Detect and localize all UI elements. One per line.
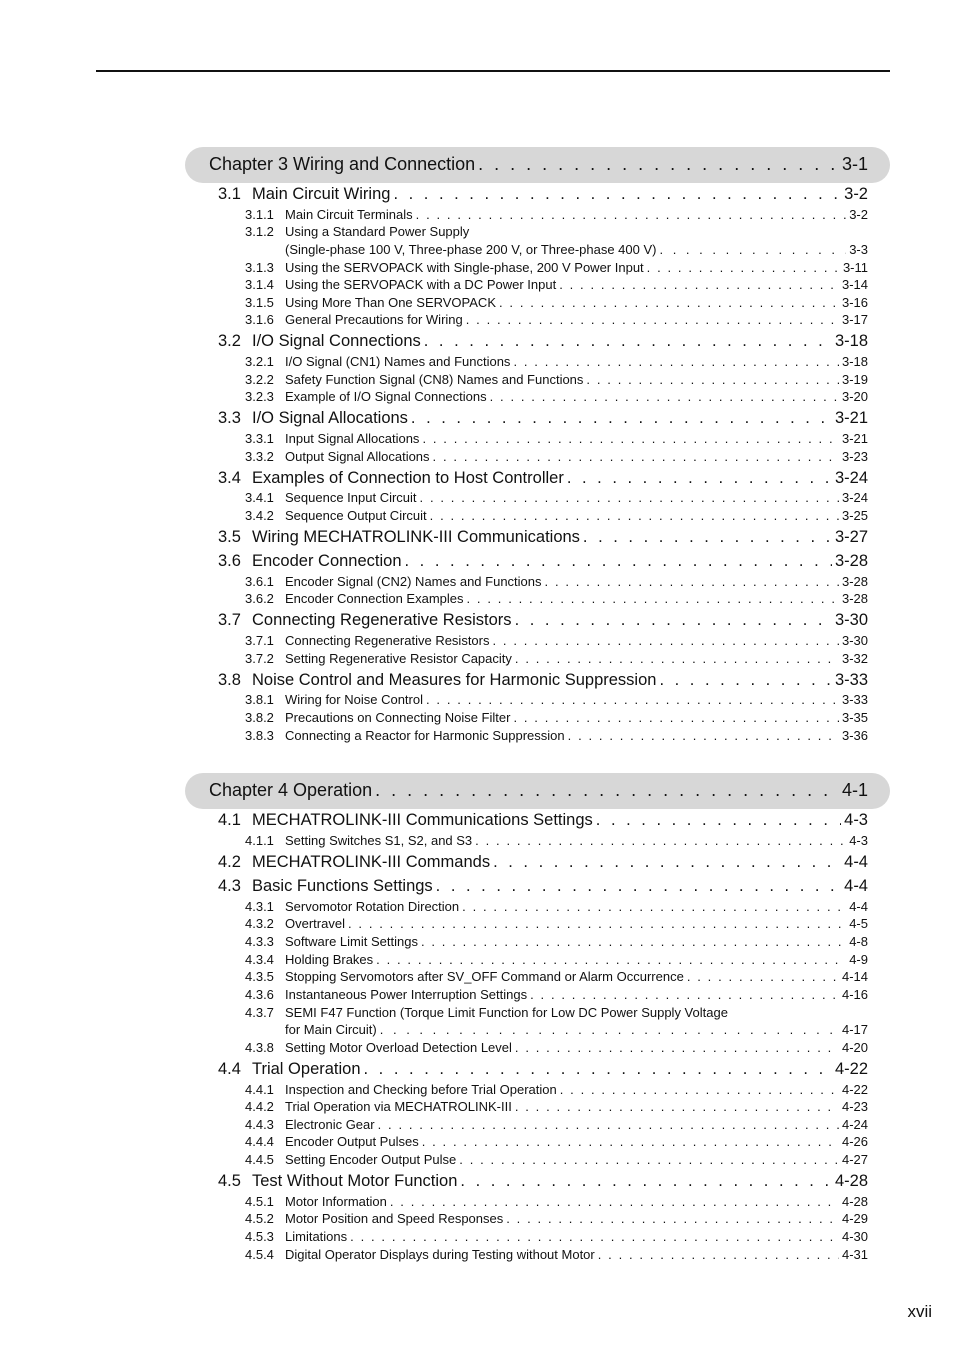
leader-dots [380,1022,839,1037]
toc-subsection[interactable]: 3.7.1 Connecting Regenerative Resistors . . . 3-30 [245,633,868,648]
toc-subsection[interactable]: 4.3.3 Software Limit Settings . . . 4-8 [245,934,868,949]
entry-page: 4-4 [844,853,868,871]
leader-dots [426,692,839,707]
leader-dots [513,354,839,369]
entry-page: 3-30 [834,611,868,629]
leader-dots [567,469,832,488]
entry-number: 3.6.2 [245,591,274,606]
toc-subsection[interactable]: 3.8.2 Precautions on Connecting Noise Filter . . . 3-35 [245,710,868,725]
entry-number: 3.2.2 [245,372,274,387]
toc-section[interactable]: 3.8 Noise Control and Measures for Harmonic Suppression . . . 3-33 [218,671,868,690]
entry-number: 3.7 [218,611,241,629]
leader-dots [466,312,839,327]
entry-number: 4.3.5 [245,969,274,984]
toc-subsection[interactable]: 3.1.4 Using the SERVOPACK with a DC Power Input . . . 3-14 [245,277,868,292]
entry-number: 3.1.6 [245,312,274,327]
leader-dots [530,987,839,1002]
toc-section[interactable]: 4.4 Trial Operation . . . 4-22 [218,1060,868,1079]
toc-section[interactable]: 3.3 I/O Signal Allocations . . . 3-21 [218,409,868,428]
entry-page: 3-11 [842,260,868,275]
toc-subsection[interactable]: 3.2.3 Example of I/O Signal Connections . . . 3-20 [245,389,868,404]
entry-number: 3.4.1 [245,490,274,505]
toc-subsection[interactable]: 3.8.1 Wiring for Noise Control . . . 3-33 [245,692,868,707]
leader-dots [350,1229,839,1244]
entry-page: 3-19 [841,372,868,387]
chapter-4-page: 4-1 [841,780,868,800]
leader-dots [493,853,841,872]
entry-number: 3.4.2 [245,508,274,523]
toc-section[interactable]: 3.5 Wiring MECHATROLINK-III Communications . . . 3-27 [218,528,868,547]
leader-dots [433,449,839,464]
entry-page: 3-27 [834,528,868,546]
entry-page: 3-32 [841,651,868,666]
toc-subsection[interactable]: 4.4.3 Electronic Gear . . . 4-24 [245,1117,868,1132]
leader-dots [586,372,839,387]
entry-page: 4-23 [841,1099,868,1114]
entry-page: 4-8 [849,934,868,949]
leader-dots [598,1247,839,1262]
toc-subsection[interactable]: 4.3.2 Overtravel . . . 4-5 [245,916,868,931]
entry-page: 3-18 [841,354,868,369]
entry-page: 4-9 [849,952,868,967]
leader-dots [647,260,840,275]
toc-subsection[interactable]: 4.3.1 Servomotor Rotation Direction . . . 4-4 [245,899,868,914]
entry-number: 4.2 [218,853,241,871]
leader-dots [376,952,846,967]
toc-subsection[interactable]: 4.4.1 Inspection and Checking before Trial Operation . . . 4-22 [245,1082,868,1097]
entry-number: 3.8 [218,671,241,689]
leader-dots [375,780,839,801]
toc-section[interactable]: 4.3 Basic Functions Settings . . . 4-4 [218,877,868,896]
toc-subsection[interactable]: 4.3.5 Stopping Servomotors after SV_OFF Command or Alarm Occurrence . . . 4-14 [245,969,868,984]
toc-subsection[interactable]: 4.3.6 Instantaneous Power Interruption Settings . . . 4-16 [245,987,868,1002]
entry-number: 4.3 [218,877,241,895]
entry-number: 4.3.3 [245,934,274,949]
entry-number: 4.4.5 [245,1152,274,1167]
toc-subsection[interactable]: 3.2.2 Safety Function Signal (CN8) Names and Functions . . . 3-19 [245,372,868,387]
entry-page: 4-27 [841,1152,868,1167]
leader-dots [515,1040,839,1055]
toc-subsection[interactable]: 4.3.7 SEMI F47 Function (Torque Limit Function for Low DC Power Supply Voltage [245,1005,728,1020]
entry-page: 3-25 [841,508,868,523]
entry-page: 3-3 [849,242,868,257]
toc-subsection-continued[interactable]: (Single-phase 100 V, Three-phase 200 V, or Three-phase 400 V) . . . 3-3 [285,242,868,257]
entry-number: 4.5.2 [245,1211,274,1226]
entry-number: 3.2.3 [245,389,274,404]
entry-number: 3.2.1 [245,354,274,369]
toc-section[interactable]: 3.6 Encoder Connection . . . 3-28 [218,552,868,571]
top-rule [96,70,890,72]
entry-page: 4-3 [849,833,868,848]
entry-number: 4.3.7 [245,1005,274,1020]
toc-section[interactable]: 4.2 MECHATROLINK-III Commands . . . 4-4 [218,853,868,872]
leader-dots [436,877,841,896]
entry-page: 3-16 [841,295,868,310]
entry-number: 3.8.2 [245,710,274,725]
entry-number: 4.4.2 [245,1099,274,1114]
leader-dots [430,508,839,523]
entry-page: 3-28 [841,591,868,606]
toc-subsection[interactable]: 3.7.2 Setting Regenerative Resistor Capacity . . . 3-32 [245,651,868,666]
leader-dots [348,916,846,931]
entry-number: 4.5 [218,1172,241,1190]
entry-number: 3.3 [218,409,241,427]
entry-page: 3-30 [841,633,868,648]
entry-number: 3.1.4 [245,277,274,292]
toc-subsection[interactable]: 4.4.5 Setting Encoder Output Pulse . . . 4-27 [245,1152,868,1167]
leader-dots [499,295,839,310]
leader-dots [687,969,839,984]
entry-page: 4-28 [834,1172,868,1190]
entry-page: 3-35 [841,710,868,725]
leader-dots [659,242,846,257]
entry-number: 3.1.5 [245,295,274,310]
leader-dots [506,1211,839,1226]
toc-subsection[interactable]: 4.4.4 Encoder Output Pulses . . . 4-26 [245,1134,868,1149]
leader-dots [411,409,832,428]
entry-page: 4-4 [849,899,868,914]
leader-dots [467,591,839,606]
toc-subsection[interactable]: 3.8.3 Connecting a Reactor for Harmonic Suppression . . . 3-36 [245,728,868,743]
leader-dots [422,1134,839,1149]
entry-number: 3.1.2 [245,224,274,239]
entry-number: 3.1.3 [245,260,274,275]
leader-dots [421,934,846,949]
leader-dots [422,431,839,446]
leader-dots [583,528,832,547]
entry-page: 3-36 [841,728,868,743]
leader-dots [515,651,839,666]
leader-dots [460,1172,832,1191]
leader-dots [490,389,839,404]
entry-page: 4-29 [841,1211,868,1226]
entry-number: 4.3.2 [245,916,274,931]
toc-section[interactable]: 3.4 Examples of Connection to Host Controller . . . 3-24 [218,469,868,488]
toc-subsection[interactable]: 3.3.2 Output Signal Allocations . . . 3-23 [245,449,868,464]
leader-dots [393,185,841,204]
entry-number: 3.7.1 [245,633,274,648]
entry-number: 4.4.3 [245,1117,274,1132]
leader-dots [459,1152,839,1167]
toc-subsection[interactable]: 4.5.1 Motor Information . . . 4-28 [245,1194,868,1209]
entry-page: 4-17 [841,1022,868,1037]
entry-page: 3-24 [841,490,868,505]
entry-page: 3-2 [844,185,868,203]
leader-dots [475,833,846,848]
toc-section[interactable]: 4.1 MECHATROLINK-III Communications Settings . . . 4-3 [218,811,868,830]
leader-dots [515,611,832,630]
entry-number: 3.6 [218,552,241,570]
entry-page: 3-17 [841,312,868,327]
entry-number: 3.8.1 [245,692,274,707]
entry-number: 4.3.6 [245,987,274,1002]
toc-subsection[interactable]: 4.5.3 Limitations . . . 4-30 [245,1229,868,1244]
entry-number: 4.5.4 [245,1247,274,1262]
toc-subsection[interactable]: 3.1.3 Using the SERVOPACK with Single-phase, 200 V Power Input . . . 3-11 [245,260,868,275]
leader-dots [560,1082,839,1097]
toc-subsection[interactable]: 3.4.1 Sequence Input Circuit . . . 3-24 [245,490,868,505]
toc-section[interactable]: 3.7 Connecting Regenerative Resistors . . . 3-30 [218,611,868,630]
entry-number: 4.3.8 [245,1040,274,1055]
chapter-4-heading[interactable] [209,780,868,801]
toc-subsection[interactable]: 4.5.2 Motor Position and Speed Responses . . . 4-29 [245,1211,868,1226]
entry-number: 3.3.2 [245,449,274,464]
toc-subsection[interactable]: 4.1.1 Setting Switches S1, S2, and S3 . . . 4-3 [245,833,868,848]
entry-number: 4.5.1 [245,1194,274,1209]
leader-dots [478,154,839,175]
entry-page: 3-20 [841,389,868,404]
leader-dots [416,207,847,222]
entry-number: 3.5 [218,528,241,546]
entry-number: 4.4 [218,1060,241,1078]
toc-subsection[interactable]: 3.1.6 General Precautions for Wiring . . . 3-17 [245,312,868,327]
toc-subsection[interactable]: 3.6.2 Encoder Connection Examples . . . 3-28 [245,591,868,606]
entry-page: 4-22 [834,1060,868,1078]
entry-page: 4-16 [841,987,868,1002]
entry-page: 3-2 [849,207,868,222]
entry-page: 3-28 [834,552,868,570]
leader-dots [545,574,839,589]
leader-dots [559,277,839,292]
entry-number: 4.4.4 [245,1134,274,1149]
leader-dots [390,1194,839,1209]
entry-page: 3-24 [834,469,868,487]
entry-number: 4.3.4 [245,952,274,967]
toc-subsection[interactable]: 4.3.4 Holding Brakes . . . 4-9 [245,952,868,967]
leader-dots [493,633,839,648]
entry-page: 4-14 [841,969,868,984]
entry-page: 3-33 [841,692,868,707]
toc-subsection[interactable]: 3.6.1 Encoder Signal (CN2) Names and Functions . . . 3-28 [245,574,868,589]
entry-page: 4-24 [841,1117,868,1132]
toc-section[interactable]: 3.1 Main Circuit Wiring . . . 3-2 [218,185,868,204]
toc-subsection[interactable]: 3.1.2 Using a Standard Power Supply [245,224,470,239]
entry-number: 3.2 [218,332,241,350]
entry-page: 3-33 [834,671,868,689]
leader-dots [378,1117,839,1132]
leader-dots [568,728,839,743]
entry-number: 3.7.2 [245,651,274,666]
entry-page: 3-28 [841,574,868,589]
toc-subsection[interactable]: 3.2.1 I/O Signal (CN1) Names and Functions . . . 3-18 [245,354,868,369]
toc-subsection[interactable]: 3.3.1 Input Signal Allocations . . . 3-21 [245,431,868,446]
leader-dots [424,332,832,351]
chapter-3-page: 3-1 [841,154,868,174]
entry-page: 4-20 [841,1040,868,1055]
entry-page: 3-21 [841,431,868,446]
entry-page: 4-31 [841,1247,868,1262]
chapter-3-banner[interactable] [185,147,890,183]
leader-dots [515,1099,839,1114]
entry-number: 4.1.1 [245,833,274,848]
entry-page: 4-30 [841,1229,868,1244]
entry-page: 4-22 [841,1082,868,1097]
leader-dots [596,811,841,830]
page-number: xvii [907,1302,932,1321]
entry-page: 4-28 [841,1194,868,1209]
leader-dots [405,552,832,571]
entry-page: 4-3 [844,811,868,829]
toc-subsection-continued[interactable]: for Main Circuit) . . . 4-17 [285,1022,868,1037]
entry-page: 3-14 [841,277,868,292]
entry-number: 3.6.1 [245,574,274,589]
chapter-4-banner[interactable] [185,773,890,809]
entry-page: 3-21 [834,409,868,427]
entry-page: 3-23 [841,449,868,464]
leader-dots [513,710,839,725]
toc-subsection[interactable]: 4.3.8 Setting Motor Overload Detection Level . . . 4-20 [245,1040,868,1055]
entry-number: 4.3.1 [245,899,274,914]
leader-dots [364,1060,832,1079]
entry-number: 3.1 [218,185,241,203]
leader-dots [659,671,832,690]
toc-section[interactable]: 4.5 Test Without Motor Function . . . 4-28 [218,1172,868,1191]
toc-subsection[interactable]: 3.4.2 Sequence Output Circuit . . . 3-25 [245,508,868,523]
leader-dots [420,490,839,505]
entry-number: 3.3.1 [245,431,274,446]
entry-number: 3.1.1 [245,207,274,222]
entry-page: 3-18 [834,332,868,350]
toc-subsection[interactable]: 4.4.2 Trial Operation via MECHATROLINK-III . . . 4-23 [245,1099,868,1114]
toc-section[interactable]: 3.2 I/O Signal Connections . . . 3-18 [218,332,868,351]
chapter-3-heading[interactable] [209,154,868,175]
leader-dots [462,899,846,914]
entry-number: 3.4 [218,469,241,487]
toc-subsection[interactable]: 3.1.1 Main Circuit Terminals . . . 3-2 [245,207,868,222]
entry-number: 4.1 [218,811,241,829]
entry-number: 3.8.3 [245,728,274,743]
entry-number: 4.4.1 [245,1082,274,1097]
entry-page: 4-5 [849,916,868,931]
entry-page: 4-26 [841,1134,868,1149]
toc-subsection[interactable]: 4.5.4 Digital Operator Displays during Testing without Motor . . . 4-31 [245,1247,868,1262]
chapter-3-title: Chapter 3 Wiring and Connection [209,154,476,174]
entry-number: 4.5.3 [245,1229,274,1244]
chapter-4-title: Chapter 4 Operation [209,780,373,800]
entry-page: 4-4 [844,877,868,895]
toc-subsection[interactable]: 3.1.5 Using More Than One SERVOPACK . . . 3-16 [245,295,868,310]
